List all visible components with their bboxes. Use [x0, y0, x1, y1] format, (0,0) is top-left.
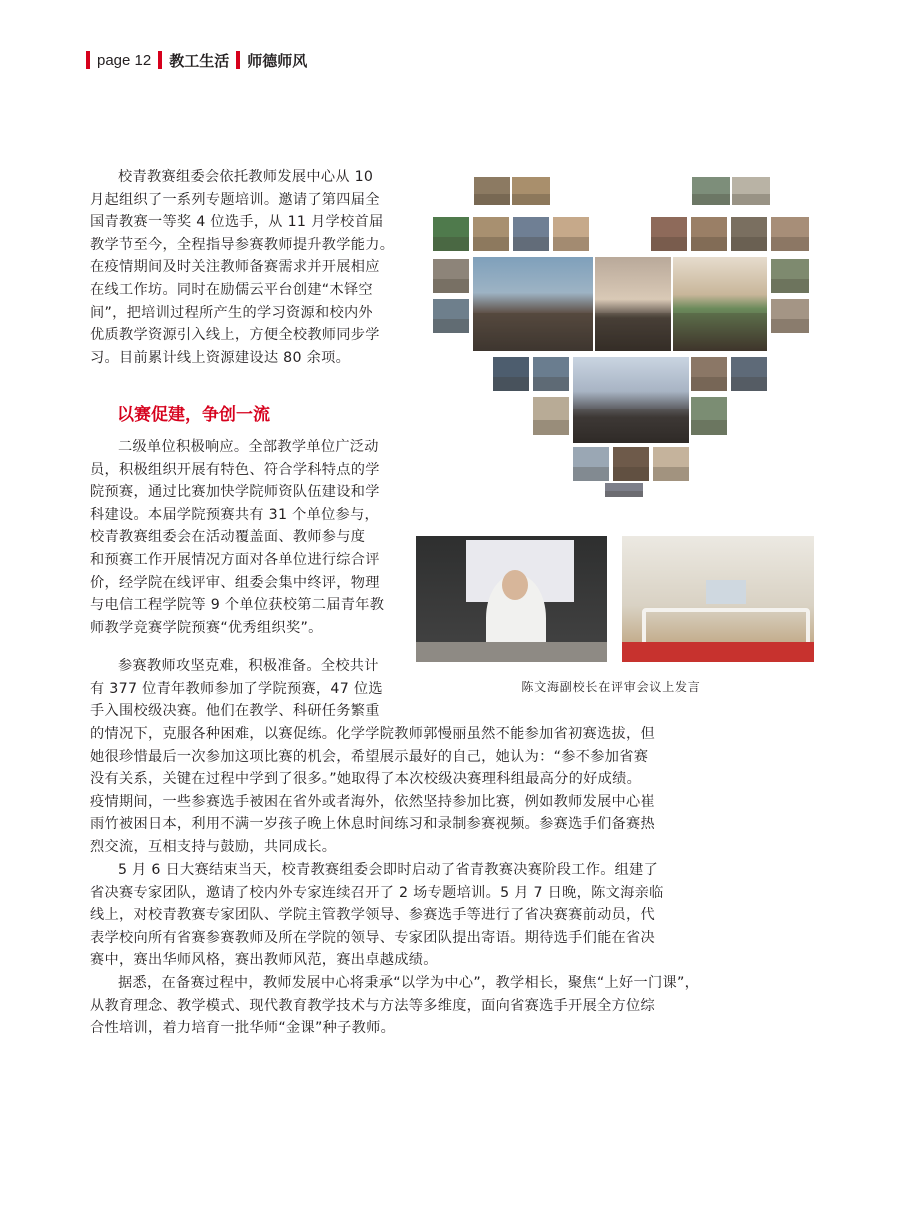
speaker-photo — [416, 536, 607, 662]
collage-photo — [572, 446, 610, 482]
collage-photo — [730, 356, 768, 392]
collage-photo — [552, 216, 590, 252]
collage-photo — [432, 298, 470, 334]
paragraph-final: 5 月 6 日大赛结束当天，校青教赛组委会即时启动了省青教赛决赛阶段工作。组建了 省决赛专家团队，邀请了校内外专家连续召开了 2 场专题培训。5 月 7 日晚，陈文海亲临 线上，对校青教赛专家团队、学院主管教学领导、参赛选手等进行了省决赛赛前动员，代 表学校向所有省赛参赛教师及所在学院的领导、专家团队提出寄语。期待选手们能在省决 赛中，赛出华师风格，赛出教师风范，赛出卓越成绩。 — [90, 862, 664, 969]
room-screen — [706, 580, 746, 604]
page-header — [86, 50, 307, 70]
collage-photo — [690, 356, 728, 392]
collage-photo — [432, 258, 470, 294]
collage-photo — [731, 176, 771, 206]
page-number: page 12 — [97, 51, 152, 69]
desk — [416, 642, 607, 662]
collage-photo — [532, 356, 570, 392]
collage-photo — [612, 446, 650, 482]
group-photo-stage — [572, 356, 690, 444]
group-photo-campus — [672, 256, 768, 352]
meeting-room-photo — [622, 536, 814, 662]
paragraph-units: 二级单位积极响应。全部教学单位广泛动 员，积极组织开展有特色、符合学科特点的学 院预赛，通过比赛加快学院师资队伍建设和学 科建设。本届学院预赛共有 31 个单位参与， 校青教赛组委会在活动覆盖面、教师参与度 和预赛工作开展情况方面对各单位进行综合评 价，经学院在线评审、组委会集中终评，物理 与电信工程学院等 9 个单位获校第二届青年教 师教学竞赛学院预赛“优秀组织奖”。 — [90, 439, 385, 636]
red-chairs — [622, 642, 814, 662]
group-photo-hall — [472, 256, 594, 352]
heart-photo-collage — [428, 170, 818, 500]
paragraph-summary: 据悉，在备赛过程中，教师发展中心将秉承“以学为中心”，教学相长，聚焦“上好一门课”， 从教育理念、教学模式、现代教育教学技术与方法等多维度，面向省赛选手开展全方位综 合性培训，着力培育一批华师“金课”种子教师。 — [90, 975, 700, 1037]
paragraph-teachers-cont: 的情况下，克服各种困难，以赛促练。化学学院教师郭慢丽虽然不能参加省初赛选拔，但 她很珍惜最后一次参加这项比赛的机会，希望展示最好的自己，她认为：“参不参加省赛 没有关系，关键在过程中学到了很多。”她取得了本次校级决赛理科组最高分的好成绩。 疫情期间，一些参赛选手被困在省外或者海外，依然坚持参加比赛，例如教师发展中心崔 雨竹被困日本，利用不满一岁孩子晚上休息时间练习和录制参赛视频。参赛选手们备赛热 烈交流，互相支持与鼓励，共同成长。 — [90, 726, 656, 855]
group-photo-room — [594, 256, 672, 352]
collage-photo — [770, 258, 810, 294]
collage-photo — [512, 216, 550, 252]
collage-photo — [730, 216, 768, 252]
collage-photo — [532, 396, 570, 436]
photo-caption: 陈文海副校长在评审会议上发言 — [521, 680, 701, 694]
collage-photo — [492, 356, 530, 392]
header-divider — [236, 51, 240, 69]
collage-photo — [652, 446, 690, 482]
section-heading: 以赛促建，争创一流 — [117, 405, 270, 425]
paragraph-training: 校青教赛组委会依托教师发展中心从 10 月起组织了一系列专题培训。邀请了第四届全 国青教赛一等奖 4 位选手，从 11 月学校首届 教学节至今，全程指导参赛教师提升教学能力。 在疫情期间及时关注教师备赛需求并开展相应 在线工作坊。同时在励儒云平台创建“木铎空 间”，把培训过程所产生的学习资源和校内外 优质教学资源引入线上，方便全校教师同步学 习。目前累计线上资源建设达 80 余项。 — [90, 169, 395, 366]
collage-photo — [432, 216, 470, 252]
collage-photo — [690, 396, 728, 436]
collage-photo — [690, 216, 728, 252]
header-divider — [158, 51, 162, 69]
collage-photo — [604, 482, 644, 498]
collage-photo — [770, 216, 810, 252]
collage-photo — [650, 216, 688, 252]
paragraph-teachers: 参赛教师攻坚克难，积极准备。全校共计 有 377 位青年教师参加了学院预赛，47 位选 手入围校级决赛。他们在教学、科研任务繁重 — [90, 658, 383, 720]
collage-photo — [511, 176, 551, 206]
collage-photo — [472, 216, 510, 252]
speaker-head — [502, 570, 528, 600]
column-name: 师德师风 — [247, 52, 308, 70]
collage-photo — [691, 176, 731, 206]
collage-photo — [473, 176, 511, 206]
collage-photo — [770, 298, 810, 334]
section-name: 教工生活 — [169, 52, 230, 70]
header-bar — [86, 51, 90, 69]
